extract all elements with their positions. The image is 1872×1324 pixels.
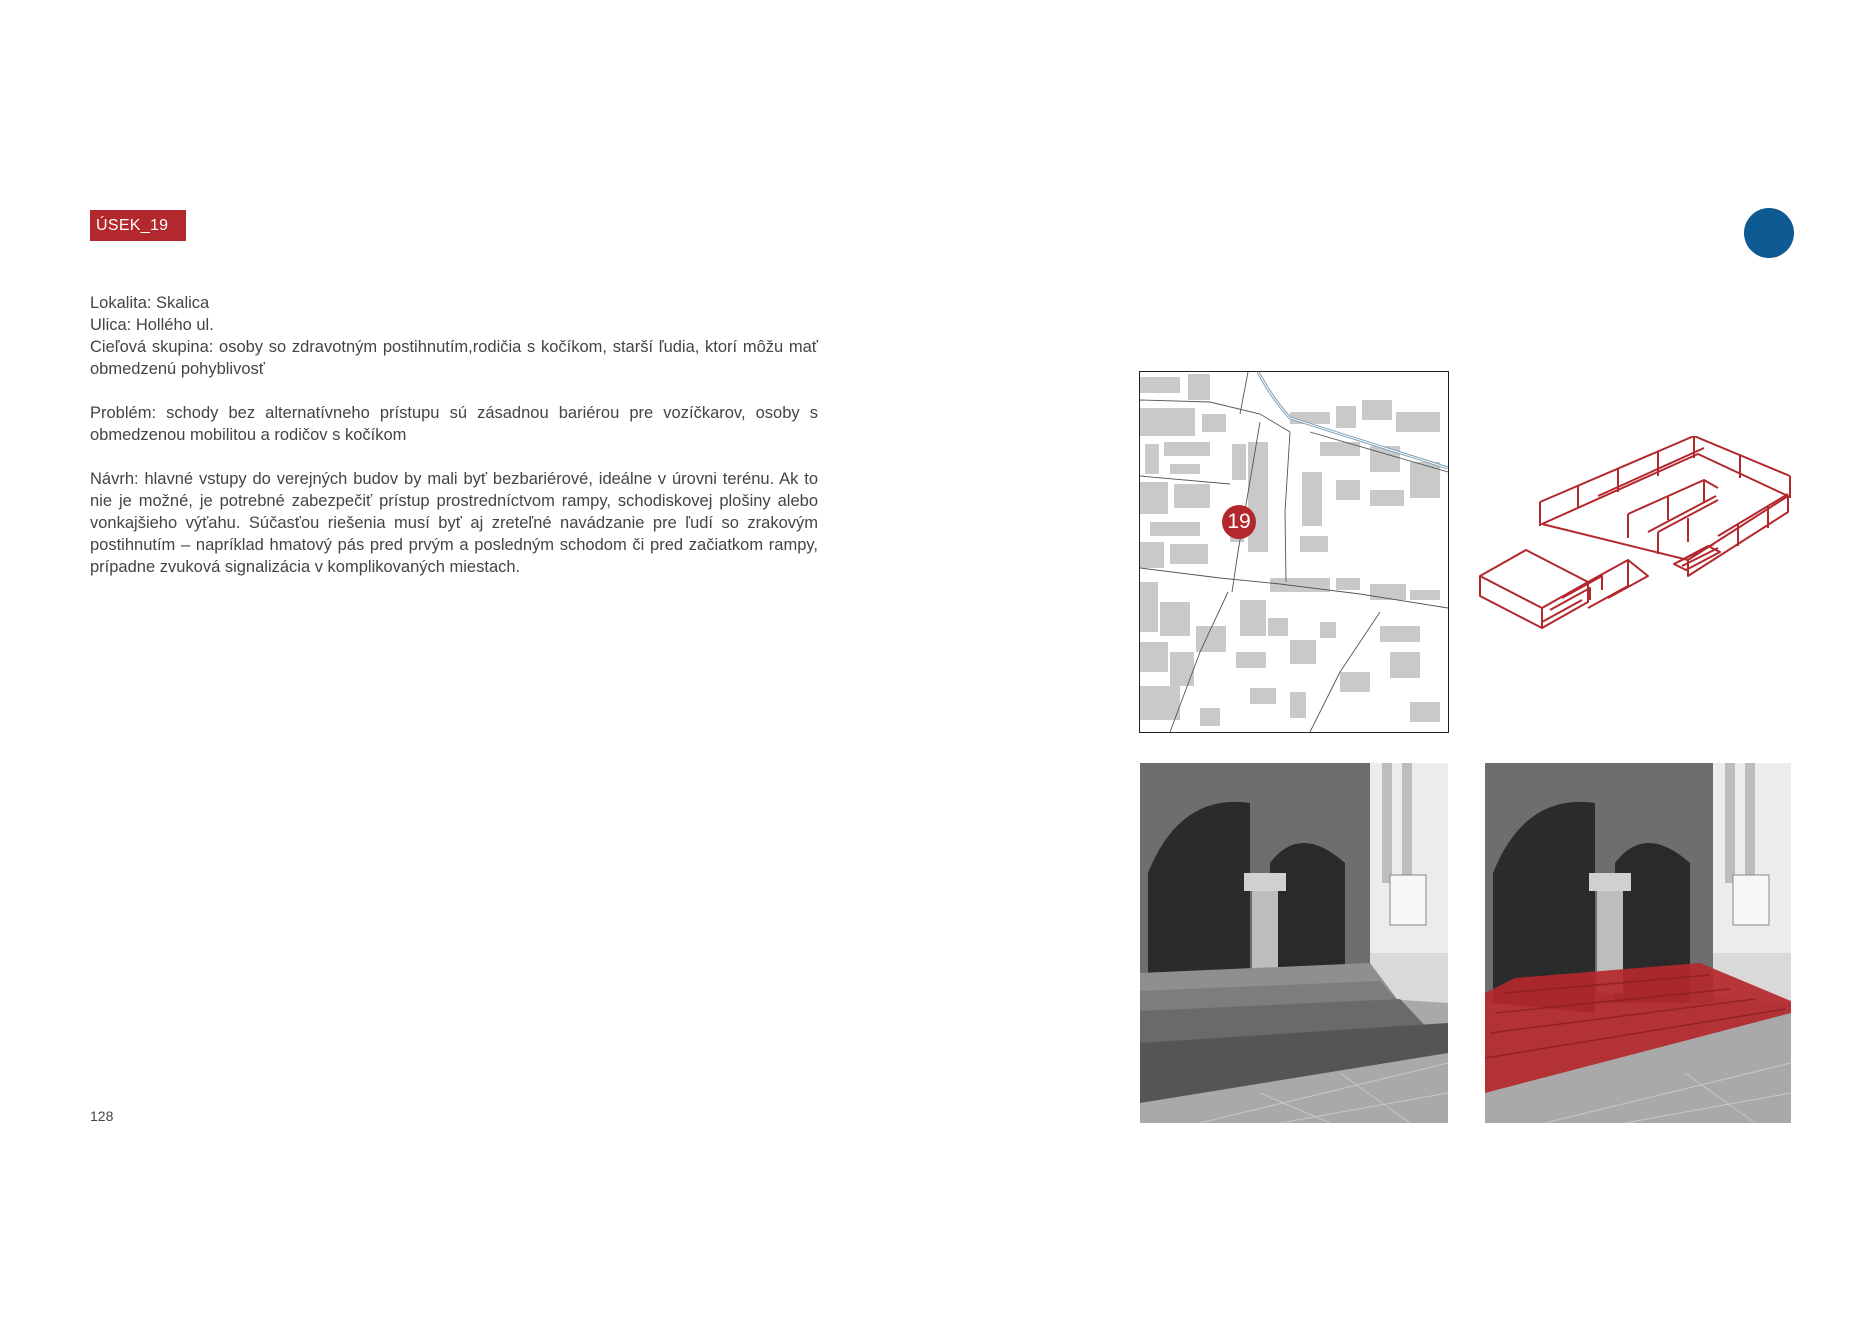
map-drawing <box>1140 372 1448 732</box>
problem-paragraph: Problém: schody bez alternatívneho prístupu sú zásadnou bariérou pre vozíčkarov, osoby s obmedzenou mobilitou a rodičov s kočíkom <box>90 404 818 444</box>
ramp-axonometric-drawing <box>1478 436 1798 666</box>
proposal-paragraph: Návrh: hlavné vstupy do verejných budov by mali byť bezbariérové, ideálne v úrovni terénu. Ak to nie je možné, je potrebné zabezpečiť prístup prostredníctvom rampy, schodiskovej plošiny alebo vonkajšieho výťahu. Súčasťou riešenia musí byť aj zreteľné navádzanie pre ľudí so zrakovým postihnutím – napríklad hmatový pás pred prvým a posledným schodom či pred začiatkom rampy, prípadne zvuková signalizácia v komplikovaných miestach. <box>90 470 818 576</box>
description-text <box>90 292 818 578</box>
page-number: 128 <box>90 1108 114 1124</box>
map-marker: 19 <box>1222 505 1256 539</box>
location-line: Lokalita: Skalica <box>90 294 210 312</box>
section-badge: ÚSEK_19 <box>90 210 186 241</box>
chapter-dot <box>1744 208 1794 258</box>
street-line: Ulica: Hollého ul. <box>90 316 214 334</box>
photo-existing-entrance <box>1140 763 1448 1123</box>
location-map <box>1139 371 1449 733</box>
photo-proposed-entrance <box>1485 763 1791 1123</box>
target-group-paragraph: Cieľová skupina: osoby so zdravotným postihnutím,rodičia s kočíkom, starší ľudia, ktorí môžu mať obmedzenú pohyblivosť <box>90 338 818 378</box>
